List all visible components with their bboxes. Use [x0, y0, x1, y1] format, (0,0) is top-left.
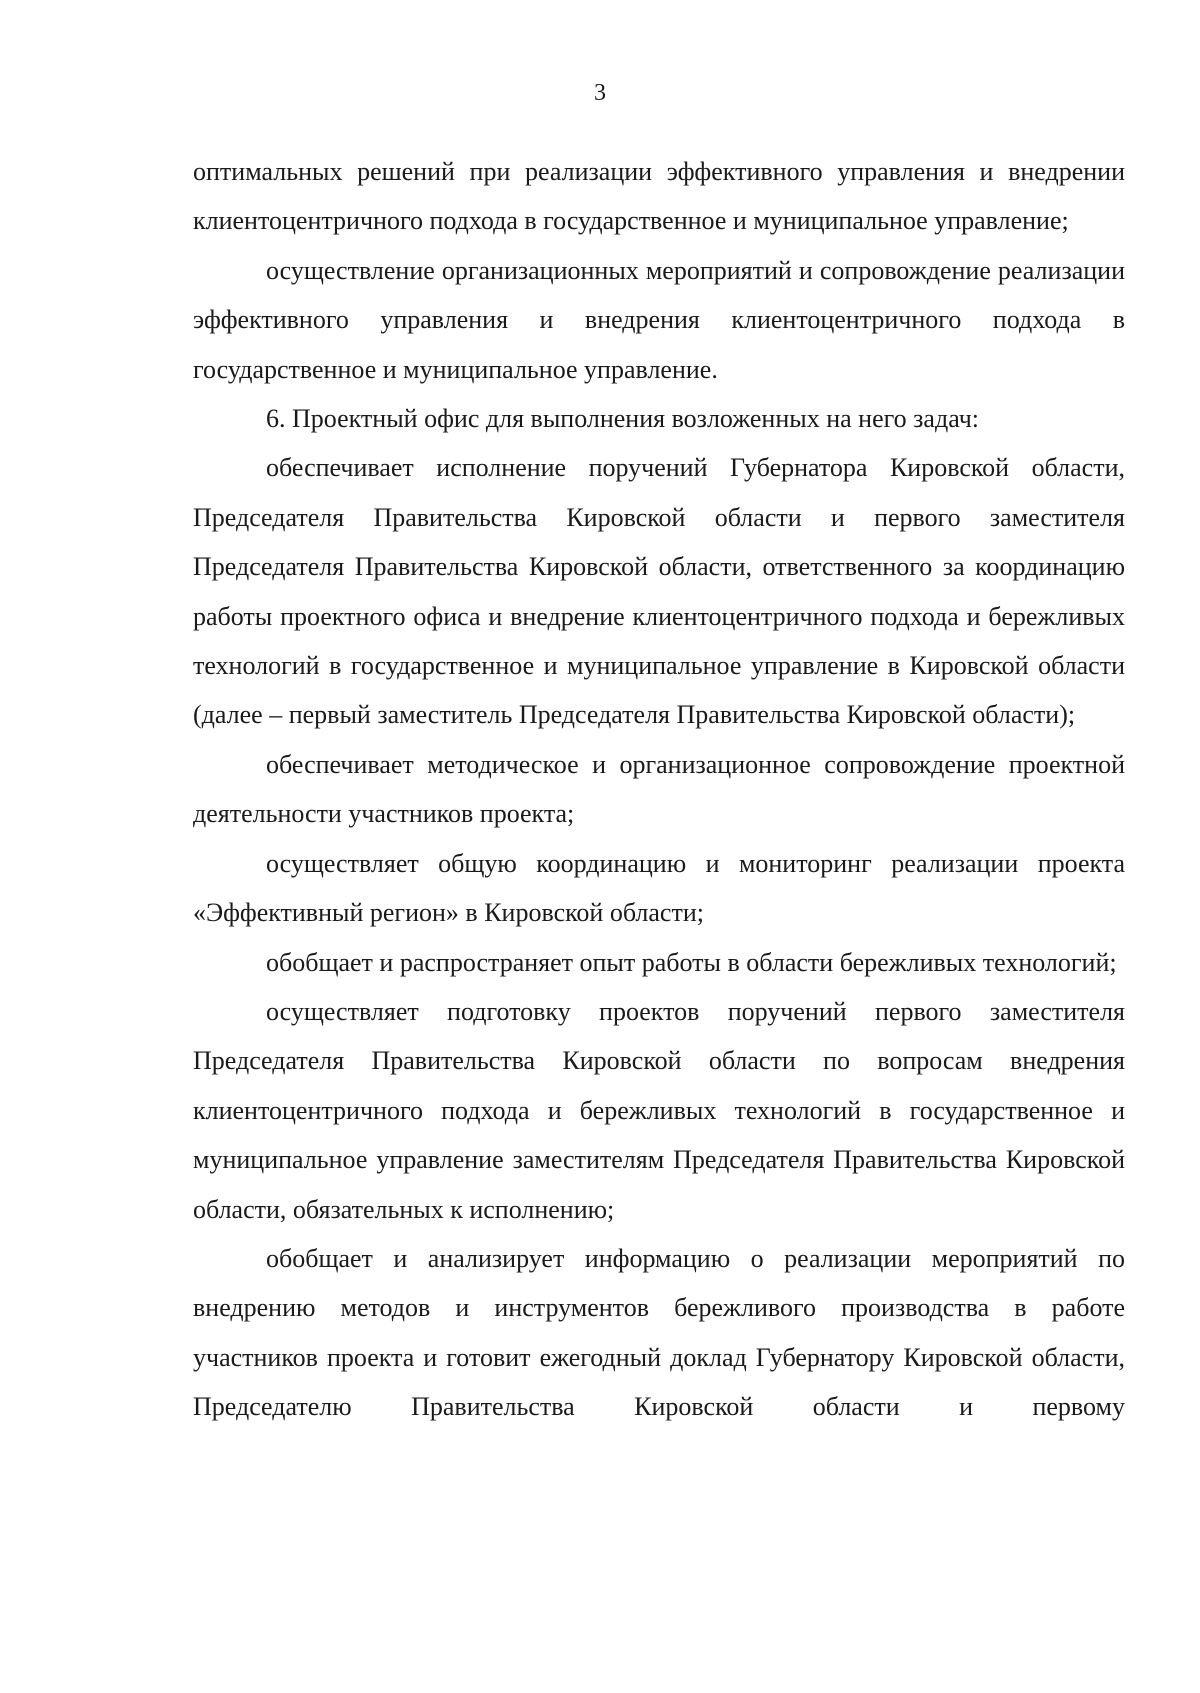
page-number: 3 — [594, 80, 606, 106]
paragraph-experience-sharing: обобщает и распространяет опыт работы в области бережливых технологий; — [266, 947, 1117, 977]
paragraph-annual-report: обобщает и анализирует информацию о реализации мероприятий по внедрению методов и инструментов бережливого производства в работе участников проекта и готовит ежегодный доклад Губернатору Кировской области, Председателю Правительства Кировской области и первому — [193, 1243, 1125, 1422]
paragraph-continuation: оптимальных решений при реализации эффективного управления и внедрении клиентоцентричного подхода в государственное и муниципальное управление; — [193, 157, 1125, 236]
paragraph-organizational-measures: осуществление организационных мероприятий и сопровождение реализации эффективного управления и внедрения клиентоцентричного подхода в государственное и муниципальное управление. — [193, 255, 1125, 384]
paragraph-section-6-heading: 6. Проектный офис для выполнения возложенных на него задач: — [266, 404, 979, 434]
paragraph-ensures-execution: обеспечивает исполнение поручений Губернатора Кировской области, Председателя Правительства Кировской области и первого заместителя Председателя Правительства Кировской области, ответственного за координацию работы проектного офиса и внедрение клиентоцентричного подхода и бережливых технологий в государственное и муниципальное управление в Кировской области (далее – первый заместитель Председателя Правительства Кировской области); — [193, 453, 1125, 730]
paragraph-instructions-preparation: осуществляет подготовку проектов поручений первого заместителя Председателя Правительства Кировской области по вопросам внедрения клиентоцентричного подхода и бережливых технологий в государственное и муниципальное управление заместителям Председателя Правительства Кировской области, обязательных к исполнению; — [193, 996, 1125, 1224]
paragraph-methodical-support: обеспечивает методическое и организационное сопровождение проектной деятельности участников проекта; — [193, 749, 1125, 829]
document-body — [193, 147, 1125, 1432]
paragraph-coordination-monitoring: осуществляет общую координацию и мониторинг реализации проекта «Эффективный регион» в Кировской области; — [193, 848, 1125, 928]
